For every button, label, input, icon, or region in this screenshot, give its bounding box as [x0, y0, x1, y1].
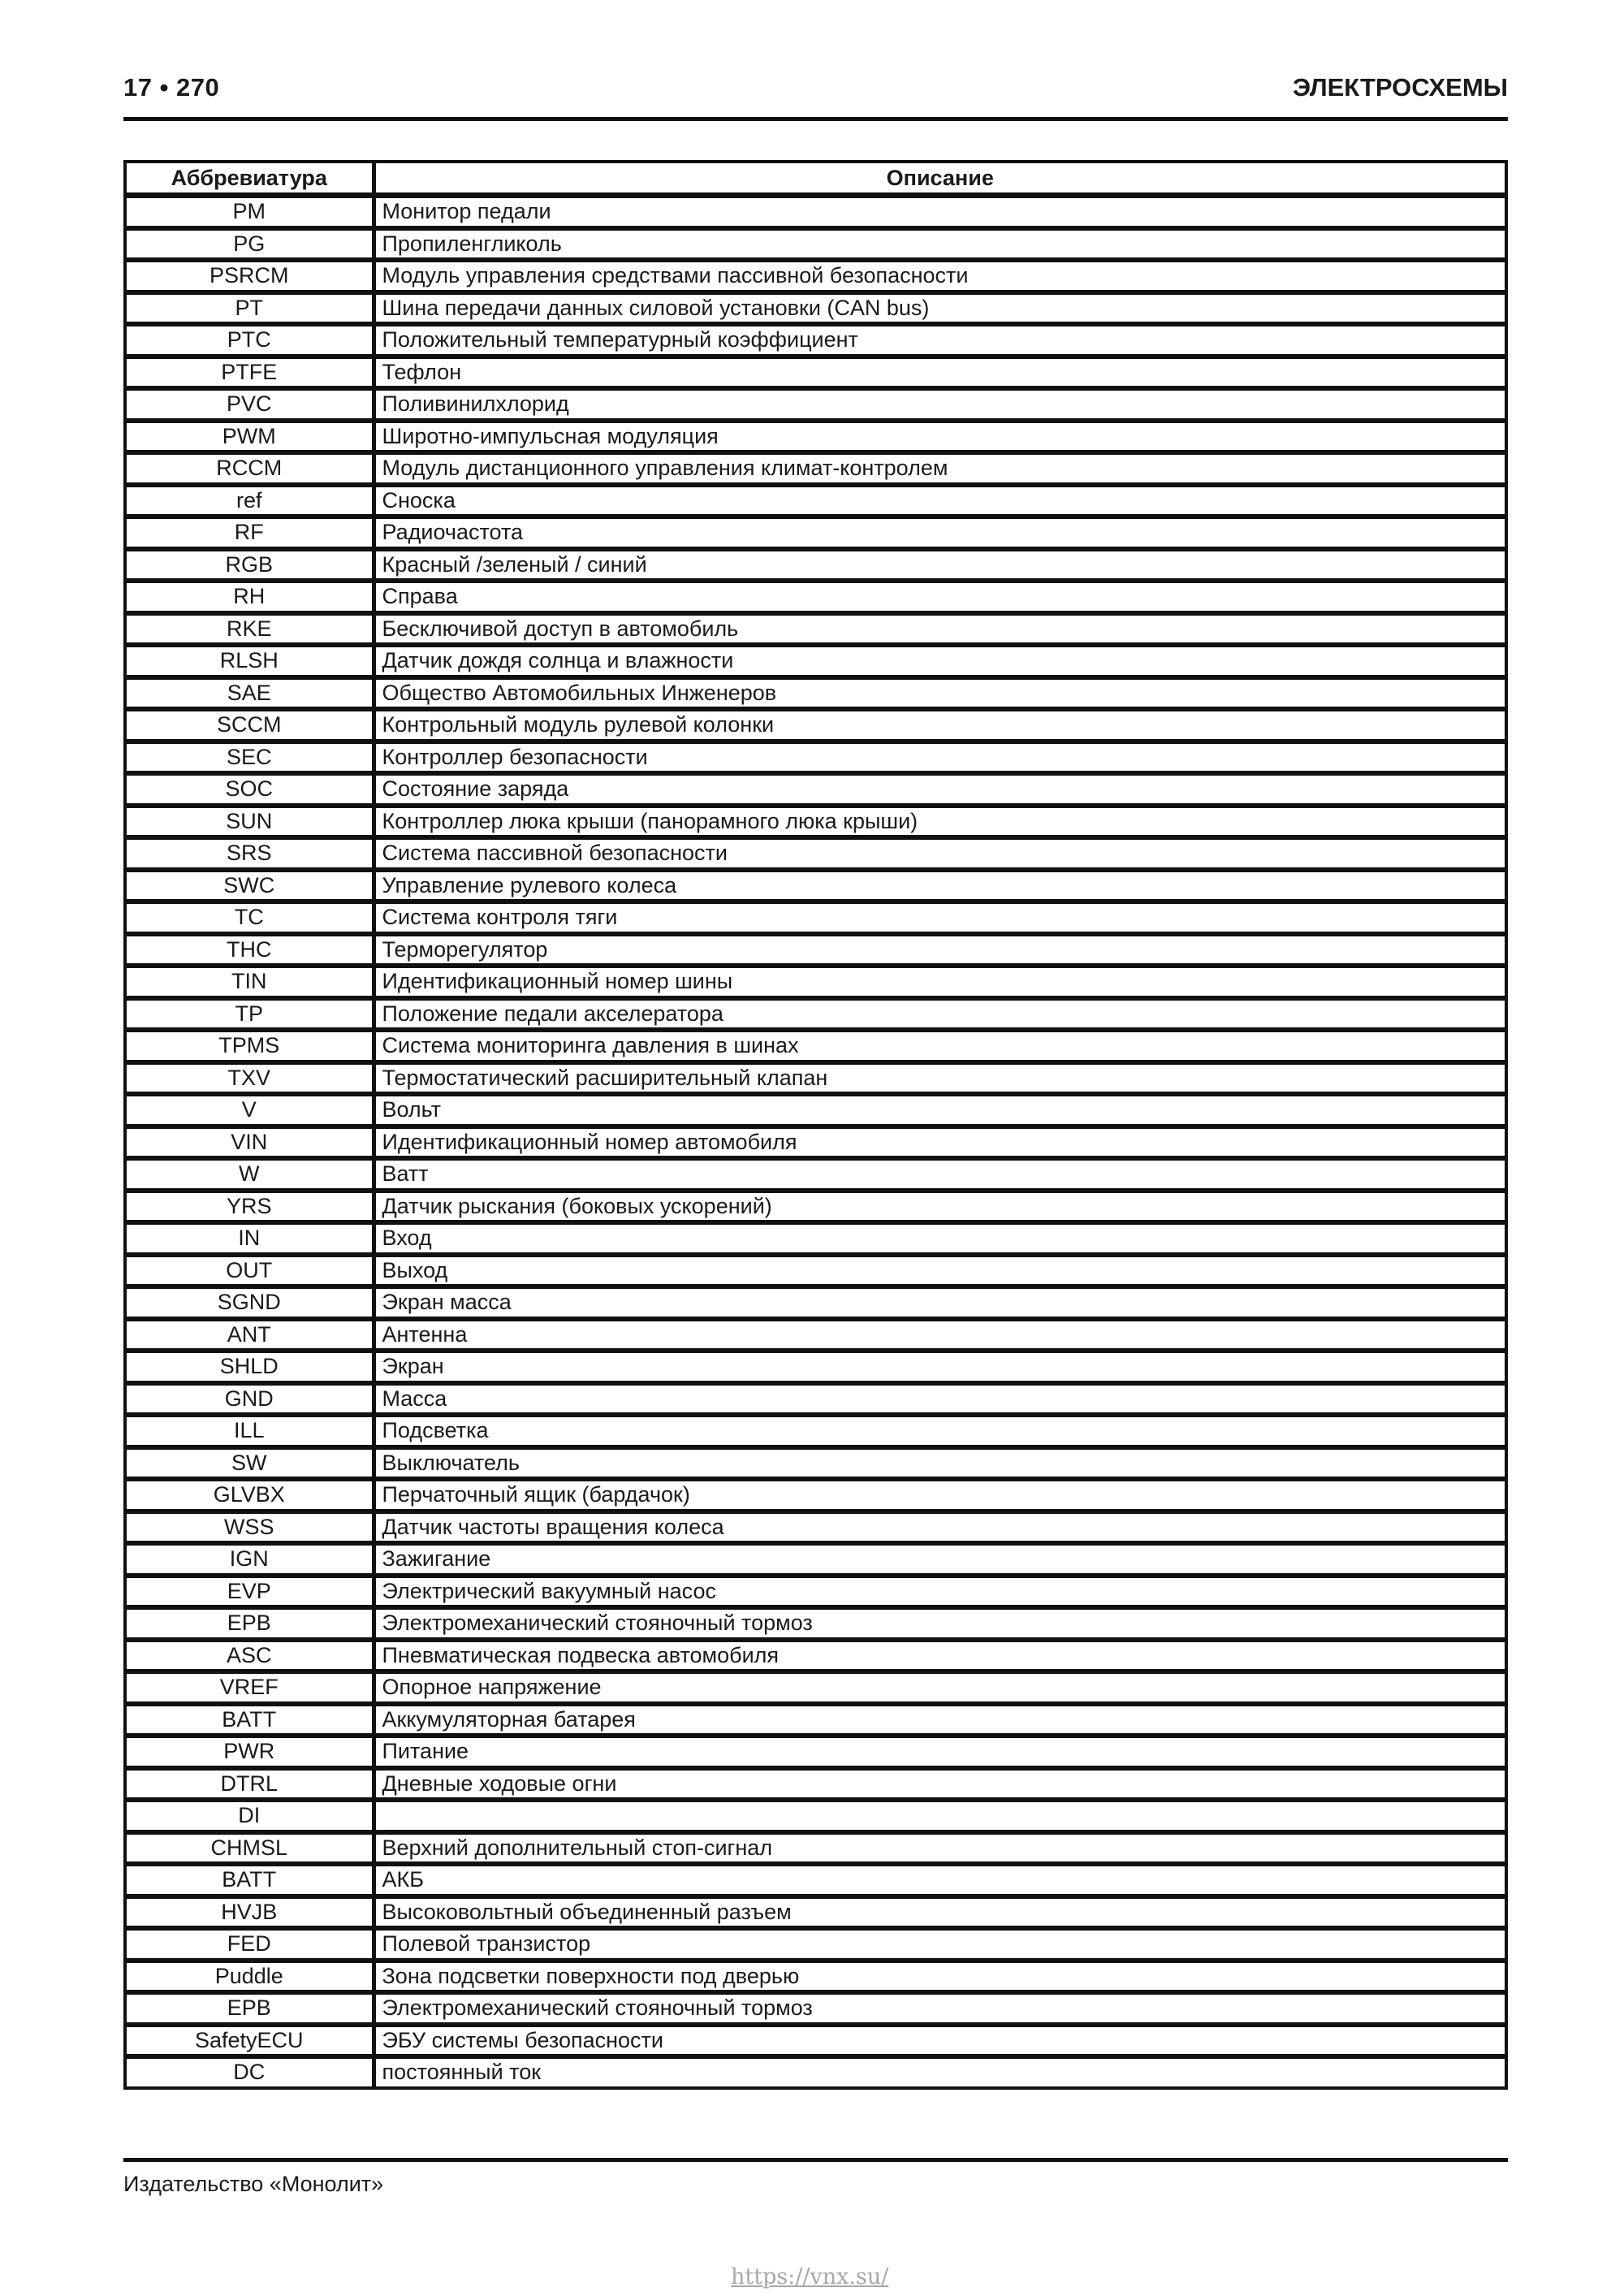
- table-row: [125, 1607, 1506, 1640]
- abbreviation-cell: ref: [125, 485, 374, 517]
- abbreviation-cell: HVJB: [125, 1896, 374, 1929]
- table-row: [125, 292, 1506, 325]
- section-title: ЭЛЕКТРОСХЕМЫ: [1292, 73, 1508, 102]
- abbreviations-table: [123, 160, 1508, 2090]
- abbreviation-cell: DTRL: [125, 1768, 374, 1801]
- description-cell: Датчик рыскания (боковых ускорений): [374, 1191, 1506, 1223]
- description-cell: Контроллер люка крыши (панорамного люка крыши): [374, 806, 1506, 838]
- description-cell: Опорное напряжение: [374, 1671, 1506, 1704]
- abbreviation-cell: VIN: [125, 1126, 374, 1159]
- abbreviation-cell: ILL: [125, 1415, 374, 1447]
- abbreviation-cell: SUN: [125, 806, 374, 838]
- abbreviation-cell: PVC: [125, 388, 374, 421]
- table-row: [125, 902, 1506, 934]
- description-cell: Общество Автомобильных Инженеров: [374, 677, 1506, 710]
- table-row: [125, 581, 1506, 613]
- table-row: [125, 806, 1506, 838]
- table-row: [125, 1030, 1506, 1062]
- abbreviation-cell: IN: [125, 1222, 374, 1255]
- description-cell: Положение педали акселератора: [374, 998, 1506, 1031]
- abbreviation-cell: EPB: [125, 1992, 374, 2025]
- table-row: [125, 324, 1506, 357]
- abbreviation-cell: ANT: [125, 1319, 374, 1351]
- page-number: 17 • 270: [123, 73, 220, 102]
- abbreviation-cell: IGN: [125, 1543, 374, 1576]
- abbreviation-cell: PG: [125, 228, 374, 261]
- description-cell: Модуль управления средствами пассивной безопасности: [374, 260, 1506, 292]
- abbreviation-cell: TPMS: [125, 1030, 374, 1062]
- footer-divider: [123, 2158, 1508, 2162]
- table-row: [125, 1704, 1506, 1736]
- description-cell: Перчаточный ящик (бардачок): [374, 1479, 1506, 1511]
- table-row: [125, 357, 1506, 389]
- description-cell: Система пассивной безопасности: [374, 837, 1506, 870]
- table-row: [125, 1576, 1506, 1608]
- abbreviation-cell: WSS: [125, 1511, 374, 1544]
- description-cell: Термостатический расширительный клапан: [374, 1062, 1506, 1095]
- description-cell: Бесключивой доступ в автомобиль: [374, 613, 1506, 646]
- table-row: [125, 613, 1506, 646]
- description-cell: Электрический вакуумный насос: [374, 1576, 1506, 1608]
- header-divider: [123, 117, 1508, 121]
- abbreviation-cell: OUT: [125, 1255, 374, 1287]
- description-cell: постоянный ток: [382, 2060, 542, 2085]
- description-cell: Контроллер безопасности: [374, 742, 1506, 774]
- description-cell: Электромеханический стояночный тормоз: [374, 1607, 1506, 1640]
- table-row: [125, 1961, 1506, 1993]
- table-row: [125, 1447, 1506, 1480]
- table-row: [125, 1511, 1506, 1544]
- table-row: [125, 1800, 1506, 1832]
- abbreviation-cell: SGND: [125, 1286, 374, 1319]
- description-cell: Выход: [374, 1255, 1506, 1287]
- abbreviation-cell: RLSH: [125, 645, 374, 677]
- table-row: [125, 1768, 1506, 1801]
- abbreviation-cell: RF: [125, 517, 374, 549]
- abbreviation-cell: TP: [125, 998, 374, 1031]
- table-row: [125, 260, 1506, 292]
- abbreviation-cell: PTFE: [125, 357, 374, 389]
- abbreviation-cell: SOC: [125, 773, 374, 806]
- column-header-abbreviation: Аббревиатура: [125, 162, 374, 196]
- description-cell: Ватт: [374, 1158, 1506, 1191]
- table-row: [125, 1191, 1506, 1223]
- description-cell: Полевой транзистор: [374, 1928, 1506, 1961]
- table-row: [125, 1671, 1506, 1704]
- table-row: [125, 1736, 1506, 1768]
- abbreviation-cell: DC: [125, 2056, 374, 2088]
- abbreviation-cell: CHMSL: [125, 1832, 374, 1865]
- description-cell: Электромеханический стояночный тормоз: [374, 1992, 1506, 2025]
- description-cell: Терморегулятор: [374, 934, 1506, 966]
- table-row: [125, 1415, 1506, 1447]
- abbreviation-cell: GLVBX: [125, 1479, 374, 1511]
- abbreviation-cell: PSRCM: [125, 260, 374, 292]
- abbreviation-cell: RCCM: [125, 452, 374, 485]
- description-cell: Идентификационный номер шины: [374, 966, 1506, 998]
- description-cell: Подсветка: [374, 1415, 1506, 1447]
- abbreviation-cell: PWR: [125, 1736, 374, 1768]
- abbreviation-cell: VREF: [125, 1671, 374, 1704]
- abbreviation-cell: W: [125, 1158, 374, 1191]
- abbreviation-cell: EVP: [125, 1576, 374, 1608]
- table-row: [125, 2025, 1506, 2057]
- table-row: [125, 1383, 1506, 1416]
- table-row: [125, 452, 1506, 485]
- abbreviation-cell: SEC: [125, 742, 374, 774]
- description-cell: Датчик частоты вращения колеса: [374, 1511, 1506, 1544]
- abbreviation-cell: ASC: [125, 1640, 374, 1672]
- description-cell: ЭБУ системы безопасности: [374, 2025, 1506, 2057]
- description-cell: Красный /зеленый / синий: [374, 549, 1506, 582]
- description-cell: Высоковольтный объединенный разъем: [374, 1896, 1506, 1929]
- table-row: [125, 966, 1506, 998]
- abbreviation-cell: RGB: [125, 549, 374, 582]
- table-row: [125, 742, 1506, 774]
- table-row: [125, 517, 1506, 549]
- abbreviation-cell: SafetyECU: [125, 2025, 374, 2057]
- description-cell: Положительный температурный коэффициент: [374, 324, 1506, 357]
- description-cell: Вольт: [374, 1094, 1506, 1126]
- table-row: [125, 1158, 1506, 1191]
- description-cell: Верхний дополнительный стоп-сигнал: [374, 1832, 1506, 1865]
- table-row: [125, 1286, 1506, 1319]
- description-cell: Вход: [374, 1222, 1506, 1255]
- description-cell: Поливинилхлорид: [374, 388, 1506, 421]
- abbreviation-cell: TIN: [125, 966, 374, 998]
- watermark-link[interactable]: https://vnx.su/: [731, 2264, 889, 2290]
- table-row: [125, 2056, 1506, 2088]
- description-cell: Сноска: [374, 485, 1506, 517]
- description-cell: Питание: [374, 1736, 1506, 1768]
- description-cell: Зона подсветки поверхности под дверью: [374, 1961, 1506, 1993]
- table-row: [125, 1255, 1506, 1287]
- abbreviation-cell: EPB: [125, 1607, 374, 1640]
- table-row: [125, 1479, 1506, 1511]
- abbreviation-cell: V: [125, 1094, 374, 1126]
- description-cell: Управление рулевого колеса: [374, 870, 1506, 902]
- description-cell: Идентификационный номер автомобиля: [374, 1126, 1506, 1159]
- table-row: [125, 645, 1506, 677]
- description-cell: Масса: [374, 1383, 1506, 1416]
- abbreviation-cell: SHLD: [125, 1351, 374, 1383]
- description-cell: Контрольный модуль рулевой колонки: [374, 709, 1506, 742]
- description-cell: Тефлон: [374, 357, 1506, 389]
- abbreviation-cell: TC: [125, 902, 374, 934]
- table-header-row: [125, 162, 1506, 196]
- table-row: [125, 549, 1506, 582]
- abbreviation-cell: SWC: [125, 870, 374, 902]
- abbreviation-cell: PWM: [125, 421, 374, 453]
- abbreviation-cell: PM: [125, 196, 374, 228]
- table-row: [125, 485, 1506, 517]
- description-cell: Дневные ходовые огни: [374, 1768, 1506, 1801]
- abbreviation-cell: THC: [125, 934, 374, 966]
- table-row: [125, 421, 1506, 453]
- description-cell: Шина передачи данных силовой установки (CAN bus): [374, 292, 1506, 325]
- abbreviation-cell: BATT: [125, 1864, 374, 1896]
- description-cell: АКБ: [374, 1864, 1506, 1896]
- table-row: [125, 196, 1506, 228]
- table-row: [125, 773, 1506, 806]
- description-cell: Модуль дистанционного управления климат-контролем: [374, 452, 1506, 485]
- table-row: [125, 677, 1506, 710]
- abbreviation-cell: SCCM: [125, 709, 374, 742]
- table-row: [125, 1062, 1506, 1095]
- column-header-description: Описание: [374, 162, 1506, 196]
- description-cell: Широтно-импульсная модуляция: [374, 421, 1506, 453]
- description-cell: [374, 1800, 1506, 1832]
- table-row: [125, 998, 1506, 1031]
- description-cell: Датчик дождя солнца и влажности: [374, 645, 1506, 677]
- abbreviation-cell: TXV: [125, 1062, 374, 1095]
- table-row: [125, 228, 1506, 261]
- description-cell: Выключатель: [374, 1447, 1506, 1480]
- table-row: [125, 934, 1506, 966]
- table-row: [125, 870, 1506, 902]
- description-cell: Экран: [374, 1351, 1506, 1383]
- description-cell: Пневматическая подвеска автомобиля: [374, 1640, 1506, 1672]
- table-row: [125, 1126, 1506, 1159]
- abbreviation-cell: SAE: [125, 677, 374, 710]
- description-cell: Монитор педали: [374, 196, 1506, 228]
- table-row: [125, 1094, 1506, 1126]
- table-row: [125, 1222, 1506, 1255]
- table-row: [125, 1864, 1506, 1896]
- table-row: [125, 1832, 1506, 1865]
- table-row: [125, 1928, 1506, 1961]
- abbreviation-cell: YRS: [125, 1191, 374, 1223]
- abbreviation-cell: RKE: [125, 613, 374, 646]
- table-row: [125, 1543, 1506, 1576]
- table-row: [125, 1640, 1506, 1672]
- table-row: [125, 1896, 1506, 1929]
- description-cell: Экран масса: [374, 1286, 1506, 1319]
- description-cell: Аккумуляторная батарея: [374, 1704, 1506, 1736]
- abbreviation-cell: DI: [125, 1800, 374, 1832]
- abbreviation-cell: SRS: [125, 837, 374, 870]
- table-row: [125, 709, 1506, 742]
- abbreviation-cell: RH: [125, 581, 374, 613]
- abbreviation-cell: PTC: [125, 324, 374, 357]
- description-cell: Система мониторинга давления в шинах: [374, 1030, 1506, 1062]
- description-cell: Радиочастота: [374, 517, 1506, 549]
- description-cell: Антенна: [374, 1319, 1506, 1351]
- table-row: [125, 1992, 1506, 2025]
- table-row: [125, 837, 1506, 870]
- abbreviation-cell: SW: [125, 1447, 374, 1480]
- abbreviation-cell: GND: [125, 1383, 374, 1416]
- description-cell: Состояние заряда: [374, 773, 1506, 806]
- abbreviation-cell: PT: [125, 292, 374, 325]
- description-cell: Зажигание: [374, 1543, 1506, 1576]
- table-row: [125, 1319, 1506, 1351]
- description-cell: Пропиленгликоль: [374, 228, 1506, 261]
- publisher-name: Издательство «Монолит»: [123, 2172, 384, 2196]
- abbreviation-cell: BATT: [125, 1704, 374, 1736]
- description-cell: Система контроля тяги: [374, 902, 1506, 934]
- abbreviation-cell: Puddle: [125, 1961, 374, 1993]
- table-row: [125, 388, 1506, 421]
- abbreviation-cell: FED: [125, 1928, 374, 1961]
- description-cell: Справа: [374, 581, 1506, 613]
- table-row: [125, 1351, 1506, 1383]
